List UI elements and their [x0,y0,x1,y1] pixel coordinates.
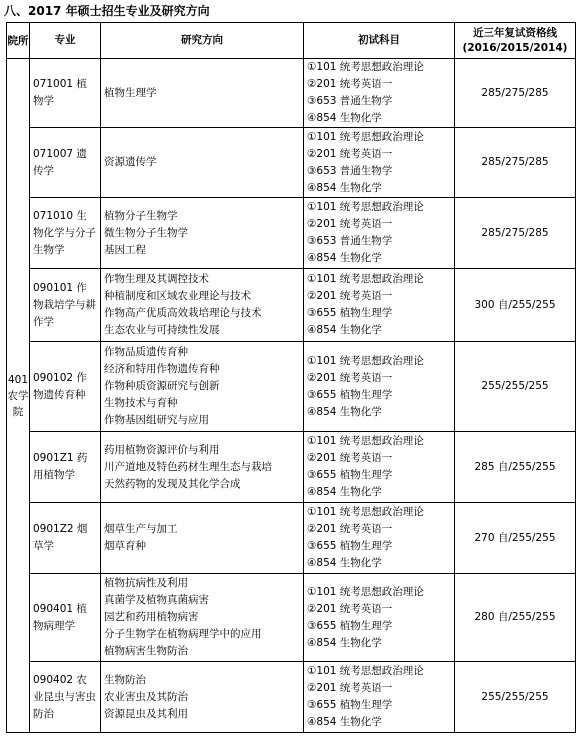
major-cell [30,269,101,342]
exam-subject: ①101 统考思想政治理论 [307,585,424,598]
exam-subject: ④854 生物化学 [307,252,382,264]
exam-subject: ②201 统考英语一 [307,452,393,464]
major-cell [30,503,101,574]
major-name: 071001 植物学 [33,78,87,107]
score-cell: 280 自/255/255 [455,574,576,662]
exam-cell [304,198,455,269]
exam-subject: ④854 生物化学 [307,405,382,418]
table-row [7,574,576,662]
exam-subject: ④854 生物化学 [307,324,382,336]
major-cell [30,59,101,128]
exam-subject: ④854 生物化学 [307,181,382,194]
direction-item: 烟草育种 [104,540,146,552]
exam-subject: ①101 统考思想政治理论 [307,273,424,285]
score-cell: 255/255/255 [455,342,576,432]
major-cell [30,432,101,503]
table-row [7,662,576,733]
direction-cell [101,269,304,342]
exam-cell [304,59,455,128]
exam-cell [304,574,455,662]
table-row [7,342,576,432]
exam-subject: ③653 普通生物学 [307,95,393,107]
major-cell [30,342,101,432]
header-major: 专业 [30,23,101,59]
header-exam: 初试科目 [304,23,455,59]
exam-subject: ②201 统考英语一 [307,78,393,90]
direction-item: 植物病害生物防治 [104,645,188,657]
direction-cell [101,198,304,269]
table-row [7,59,576,128]
exam-subject: ②201 统考英语一 [307,218,393,230]
major-name: 090402 农业昆虫与害虫防治 [33,673,96,720]
direction-cell [101,662,304,733]
direction-item: 农业害虫及其防治 [104,690,188,703]
major-cell [30,128,101,198]
direction-item: 植物分子生物学 [104,209,178,222]
direction-item: 资源遗传学 [104,156,157,168]
score-cell: 255/255/255 [455,662,576,733]
exam-subject: ④854 生物化学 [307,557,382,569]
direction-item: 基因工程 [104,243,146,256]
major-cell [30,574,101,662]
exam-subject: ②201 统考英语一 [307,147,393,160]
direction-cell [101,574,304,662]
exam-subject: ①101 统考思想政治理论 [307,665,424,677]
major-name: 0901Z1 药用植物学 [33,452,88,481]
score-cell: 300 自/255/255 [455,269,576,342]
exam-cell [304,503,455,574]
direction-item: 作物基因组研究与应用 [104,414,209,426]
table-row [7,503,576,574]
exam-subject: ③655 植物生理学 [307,388,393,401]
exam-subject: ②201 统考英语一 [307,371,393,384]
exam-cell [304,662,455,733]
exam-subject: ③653 普通生物学 [307,235,393,247]
direction-item: 作物高产优质高效栽培理论与技术 [104,307,262,319]
major-name: 071007 遗传学 [33,147,87,177]
school-name: 401 农学院 [7,373,29,418]
exam-cell [304,432,455,503]
direction-item: 作物品质遗传育种 [104,346,188,358]
exam-subject: ②201 统考英语一 [307,602,393,615]
major-name: 071010 生物化学与分子生物学 [33,209,96,256]
exam-subject: ③655 植物生理学 [307,699,393,711]
direction-item: 药用植物资源评价与利用 [104,443,220,456]
direction-cell [101,342,304,432]
direction-item: 真菌学及植物真菌病害 [104,594,209,606]
exam-subject: ③655 植物生理学 [307,619,393,632]
exam-subject: ③655 植物生理学 [307,540,393,552]
exam-subject: ④854 生物化学 [307,636,382,649]
table-row [7,432,576,503]
direction-item: 经济和特用作物遗传育种 [104,363,220,375]
exam-cell [304,128,455,198]
direction-item: 植物抗病性及利用 [104,577,188,589]
score-cell: 285/275/285 [455,198,576,269]
direction-item: 种植制度和区域农业理论与技术 [104,290,251,302]
direction-item: 生物技术与育种 [104,397,178,409]
exam-subject: ①101 统考思想政治理论 [307,354,424,367]
exam-cell [304,342,455,432]
direction-item: 川产道地及特色药材生理生态与栽培 [104,460,272,473]
exam-subject: ①101 统考思想政治理论 [307,201,424,213]
exam-cell [304,269,455,342]
major-cell [30,662,101,733]
score-cell: 285/275/285 [455,59,576,128]
direction-cell [101,503,304,574]
exam-subject: ④854 生物化学 [307,486,382,498]
table-row [7,198,576,269]
page-title: 八、2017 年硕士招生专业及研究方向 [4,4,210,18]
major-name: 090102 作物遗传育种 [33,371,87,401]
header-score: 近三年复试资格线 (2016/2015/2014) [455,23,576,59]
table-row [7,128,576,198]
direction-item: 生态农业与可持续性发展 [104,324,220,336]
table-header-row [7,23,576,59]
major-name: 090101 作物栽培学与耕作学 [33,281,96,328]
exam-subject: ③655 植物生理学 [307,307,393,319]
direction-cell [101,128,304,198]
header-direction: 研究方向 [101,23,304,59]
direction-item: 园艺和药用植物病害 [104,611,199,623]
header-school: 院所 [7,23,30,59]
exam-subject: ②201 统考英语一 [307,523,393,535]
exam-subject: ①101 统考思想政治理论 [307,130,424,143]
direction-cell [101,59,304,128]
direction-item: 资源昆虫及其利用 [104,707,188,720]
major-name: 0901Z2 烟草学 [33,523,88,552]
school-cell [7,59,30,733]
score-cell: 285/275/285 [455,128,576,198]
direction-cell [101,432,304,503]
admissions-table [6,22,576,733]
direction-item: 生物防治 [104,673,146,686]
exam-subject: ②201 统考英语一 [307,290,393,302]
exam-subject: ③655 植物生理学 [307,469,393,481]
direction-item: 烟草生产与加工 [104,523,178,535]
exam-subject: ①101 统考思想政治理论 [307,61,424,73]
direction-item: 作物种质资源研究与创新 [104,380,220,392]
exam-subject: ③653 普通生物学 [307,164,393,177]
direction-item: 植物生理学 [104,86,157,99]
direction-item: 作物生理及其调控技术 [104,273,209,285]
direction-item: 微生物分子生物学 [104,226,188,239]
score-cell: 285 自/255/255 [455,432,576,503]
direction-item: 分子生物学在植物病理学中的应用 [104,628,262,640]
exam-subject: ①101 统考思想政治理论 [307,506,424,518]
table-row [7,269,576,342]
major-cell [30,198,101,269]
exam-subject: ④854 生物化学 [307,112,382,124]
score-cell: 270 自/255/255 [455,503,576,574]
exam-subject: ②201 统考英语一 [307,682,393,694]
major-name: 090401 植物病理学 [33,602,87,632]
direction-item: 天然药物的发现及其化学合成 [104,477,241,490]
exam-subject: ④854 生物化学 [307,716,382,728]
exam-subject: ①101 统考思想政治理论 [307,435,424,447]
